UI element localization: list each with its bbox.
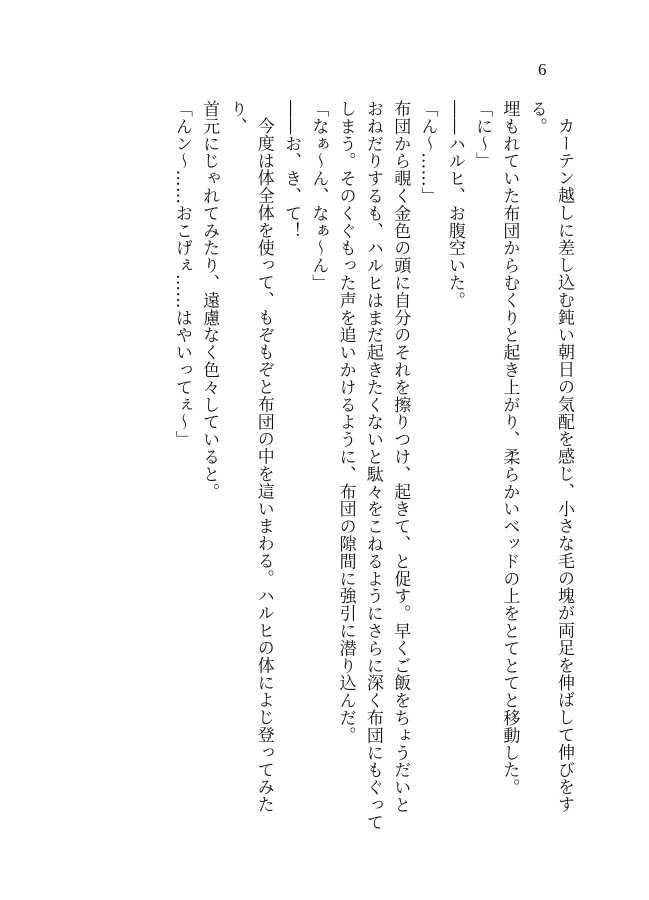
dialogue-4: 「んン～……おこげぇ……はやいってぇ～」 bbox=[171, 100, 192, 448]
paragraph-5: おねだりするも、ハルヒはまだ起きたくないと駄々をこねるようにさらに深く布団にもぐって bbox=[362, 100, 383, 831]
paragraph-4: 布団から覗く金色の頭に自分のそれを擦りつけ、起きて、と促す。早くご飯をちょうだいと bbox=[390, 100, 411, 814]
body-text bbox=[168, 100, 577, 840]
dialogue-2: 「ん～……」 bbox=[417, 100, 438, 205]
paragraph-1: カーテン越しに差し込む鈍い朝日の気配を感じ、小さな毛の塊が両足を伸ばして伸びをする。 bbox=[526, 100, 574, 813]
paragraph-9: 首元にじゃれてみたり、遠慮なく色々していると。 bbox=[199, 100, 220, 501]
paragraph-2: 埋もれていた布団からむくりと起き上がり、柔らかいベッドの上をとてとてと移動した。 bbox=[499, 100, 520, 796]
dialogue-1: 「に～」 bbox=[472, 100, 493, 170]
paragraph-3: ――ハルヒ、お腹空いた。 bbox=[444, 100, 465, 309]
page-number: 6 bbox=[538, 60, 547, 79]
paragraph-7: ――お、き、て！ bbox=[281, 100, 302, 240]
dialogue-3: 「なぁ～ん、なぁ～ん」 bbox=[308, 100, 329, 292]
paragraph-6: しまう。そのくぐもった声を追いかけるように、布団の隙間に強引に潜り込んだ。 bbox=[335, 100, 356, 744]
paragraph-8: 今度は体全体を使って、もぞもぞと布団の中を這いまわる。ハルヒの体によじ登ってみたり、 bbox=[226, 100, 274, 813]
